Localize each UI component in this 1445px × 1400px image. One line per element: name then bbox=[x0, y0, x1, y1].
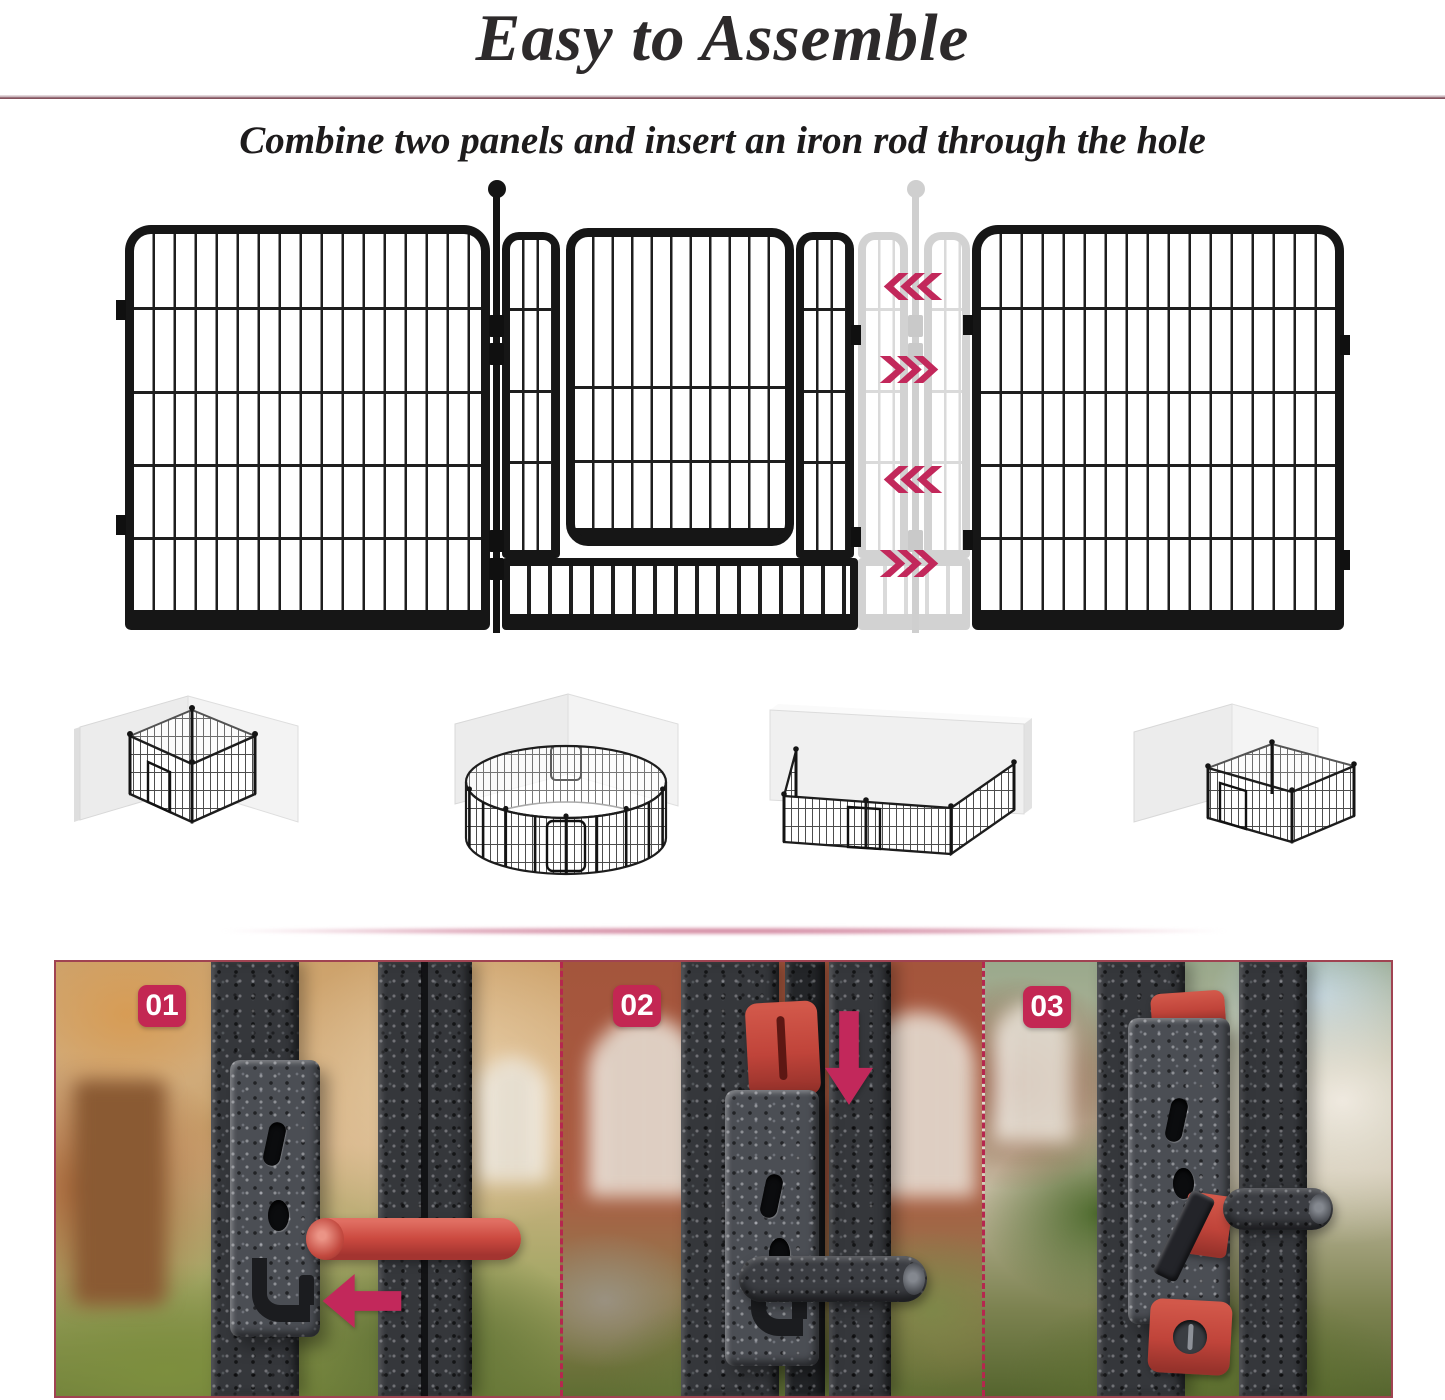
door-panel-right-post bbox=[796, 232, 854, 558]
rod-hinge-sleeve bbox=[489, 315, 504, 337]
rod-hinge-sleeve bbox=[489, 530, 504, 552]
configuration-diagrams bbox=[0, 655, 1445, 945]
blurred-window bbox=[476, 1057, 548, 1182]
panel-hinge-tab bbox=[963, 315, 973, 335]
subtitle: Combine two panels and insert an iron rod through the hole bbox=[239, 119, 1206, 162]
blurred-door bbox=[74, 1080, 166, 1305]
panel-assembly-illustration bbox=[0, 175, 1445, 655]
triple-chevron-right-icon bbox=[872, 550, 946, 577]
red-iron-rod bbox=[306, 1218, 521, 1260]
decorative-pink-shadow bbox=[218, 927, 1230, 935]
panel-frame-post bbox=[378, 962, 472, 1396]
step-number: 03 bbox=[1030, 990, 1064, 1023]
panel-hinge-tab bbox=[851, 527, 861, 547]
panel-hinge-tab bbox=[963, 530, 973, 550]
config-open-pen-against-wall-icon bbox=[756, 682, 1066, 887]
triple-chevron-left-icon bbox=[876, 466, 950, 493]
arrow-down-icon bbox=[825, 1010, 873, 1106]
arrow-left-icon bbox=[322, 1274, 402, 1328]
config-square-pen-in-corner-icon bbox=[70, 682, 340, 877]
step-photo-2 bbox=[560, 962, 982, 1396]
page-title: Easy to Assemble bbox=[475, 1, 970, 75]
triple-chevron-left-icon bbox=[876, 273, 950, 300]
door-panel-bottom-strip bbox=[502, 558, 858, 630]
post-seam bbox=[421, 962, 428, 1396]
panel-hinge-tab bbox=[1340, 335, 1350, 355]
step-number-badge bbox=[138, 985, 186, 1027]
tab-slot bbox=[776, 1016, 787, 1080]
rod-hinge-sleeve bbox=[489, 343, 504, 365]
red-rod-bottom-tab bbox=[1147, 1298, 1233, 1376]
panel-frame-post bbox=[1239, 962, 1307, 1396]
title-divider bbox=[0, 95, 1445, 99]
rod-end-cap bbox=[306, 1218, 344, 1260]
panel-hinge-tab bbox=[1340, 550, 1350, 570]
step-number-badge bbox=[1023, 986, 1071, 1028]
playpen-panel-left bbox=[125, 225, 490, 630]
step-photo-1 bbox=[56, 962, 560, 1396]
door-panel-gate bbox=[566, 228, 794, 546]
red-rod-top-tab bbox=[745, 1000, 822, 1098]
bracket-hook bbox=[252, 1258, 310, 1322]
step-number-badge bbox=[613, 985, 661, 1027]
config-round-pen-in-corner-icon bbox=[420, 682, 705, 887]
door-panel-left-post bbox=[502, 232, 560, 558]
step-number: 01 bbox=[145, 989, 179, 1022]
triple-chevron-right-icon bbox=[872, 356, 946, 383]
step-number: 02 bbox=[620, 989, 654, 1022]
config-rect-pen-at-corner-icon bbox=[1112, 682, 1377, 887]
iron-rod-inserted bbox=[739, 1256, 927, 1302]
iron-rod-through-hook bbox=[1223, 1188, 1333, 1230]
rod-hinge-sleeve bbox=[489, 558, 504, 580]
assembly-steps-photos bbox=[54, 960, 1393, 1398]
panel-hinge-tab bbox=[116, 300, 126, 320]
playpen-panel-right bbox=[972, 225, 1344, 630]
panel-hinge-tab bbox=[116, 515, 126, 535]
step-photo-3 bbox=[982, 962, 1391, 1396]
ghost-rod-sleeve bbox=[908, 315, 923, 337]
ghost-rod-sleeve bbox=[908, 530, 923, 552]
bracket-hole bbox=[268, 1200, 289, 1231]
panel-hinge-tab bbox=[851, 325, 861, 345]
